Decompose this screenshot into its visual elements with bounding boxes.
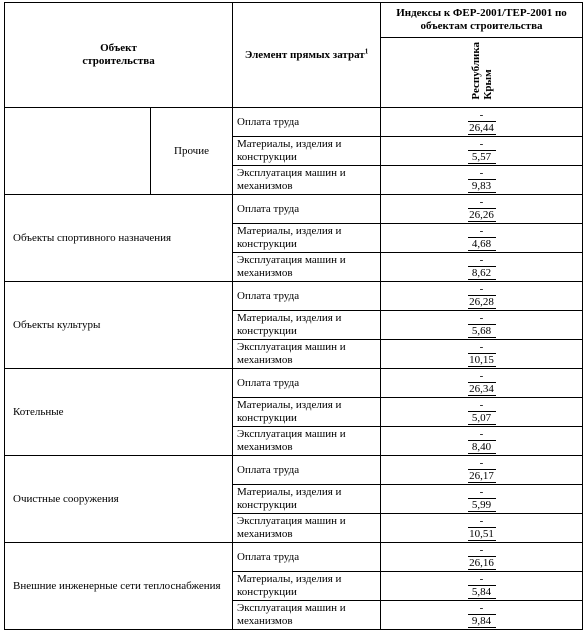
element-cell: Материалы, изделия и конструкции bbox=[233, 311, 381, 340]
index-numerator: - bbox=[468, 400, 496, 412]
index-value: 26,17 bbox=[469, 469, 494, 482]
index-value-cell bbox=[381, 253, 583, 282]
index-numerator: - bbox=[468, 371, 496, 383]
index-numerator: - bbox=[468, 284, 496, 296]
index-value-cell bbox=[381, 137, 583, 166]
index-value-cell bbox=[381, 108, 583, 137]
index-value: 5,68 bbox=[468, 325, 496, 338]
element-cell: Материалы, изделия и конструкции bbox=[233, 137, 381, 166]
element-cell: Оплата труда bbox=[233, 369, 381, 398]
element-column-header bbox=[233, 3, 381, 108]
index-value: 4,68 bbox=[468, 238, 496, 251]
index-value-cell bbox=[381, 224, 583, 253]
index-value-cell bbox=[381, 485, 583, 514]
object-subname-cell: Прочие bbox=[151, 108, 233, 195]
index-numerator: - bbox=[468, 545, 496, 557]
table-row bbox=[5, 108, 583, 137]
element-cell: Оплата труда bbox=[233, 108, 381, 137]
index-value-cell bbox=[381, 340, 583, 369]
index-value-cell bbox=[381, 369, 583, 398]
object-name-cell: Объекты спортивного назначения bbox=[5, 195, 233, 282]
index-numerator: - bbox=[468, 255, 496, 267]
index-numerator: - bbox=[468, 603, 496, 615]
index-numerator: - bbox=[468, 139, 496, 151]
element-cell: Материалы, изделия и конструкции bbox=[233, 572, 381, 601]
element-cell: Материалы, изделия и конструкции bbox=[233, 485, 381, 514]
element-cell: Эксплуатация машин и механизмов bbox=[233, 166, 381, 195]
element-cell: Эксплуатация машин и механизмов bbox=[233, 340, 381, 369]
index-value: 10,15 bbox=[469, 353, 494, 366]
index-value: 9,84 bbox=[468, 615, 496, 628]
region-header-text: Республика Крым bbox=[469, 41, 494, 100]
index-value-cell bbox=[381, 514, 583, 543]
index-group-header bbox=[381, 3, 583, 38]
index-numerator: - bbox=[468, 168, 496, 180]
index-numerator: - bbox=[468, 516, 496, 528]
index-value-cell bbox=[381, 195, 583, 224]
element-cell: Оплата труда bbox=[233, 456, 381, 485]
table-row bbox=[5, 282, 583, 311]
index-value-cell bbox=[381, 572, 583, 601]
index-numerator: - bbox=[468, 574, 496, 586]
element-cell: Эксплуатация машин и механизмов bbox=[233, 253, 381, 282]
index-value-cell bbox=[381, 601, 583, 630]
element-cell: Материалы, изделия и конструкции bbox=[233, 224, 381, 253]
element-cell: Материалы, изделия и конструкции bbox=[233, 398, 381, 427]
index-numerator: - bbox=[468, 226, 496, 238]
index-value-cell bbox=[381, 543, 583, 572]
index-numerator: - bbox=[468, 313, 496, 325]
index-numerator: - bbox=[468, 487, 496, 499]
indices-table bbox=[4, 2, 583, 630]
index-value: 26,44 bbox=[469, 121, 494, 134]
index-value: 10,51 bbox=[469, 527, 494, 540]
index-value: 9,83 bbox=[468, 180, 496, 193]
object-name-cell: Внешние инженерные сети теплоснабжения bbox=[5, 543, 233, 630]
index-numerator: - bbox=[468, 110, 496, 122]
table-row bbox=[5, 369, 583, 398]
table-row bbox=[5, 543, 583, 572]
index-group-header-text: Индексы к ФЕР-2001/ТЕР-2001 по объектам строительства bbox=[396, 7, 567, 32]
object-column-header-text: Объект строительства bbox=[82, 42, 155, 67]
index-numerator: - bbox=[468, 342, 496, 354]
index-value: 26,28 bbox=[469, 295, 494, 308]
index-value: 5,99 bbox=[468, 499, 496, 512]
element-cell: Оплата труда bbox=[233, 543, 381, 572]
element-cell: Эксплуатация машин и механизмов bbox=[233, 427, 381, 456]
index-value-cell bbox=[381, 456, 583, 485]
object-name-cell: Объекты культуры bbox=[5, 282, 233, 369]
element-cell: Оплата труда bbox=[233, 195, 381, 224]
element-cell: Эксплуатация машин и механизмов bbox=[233, 514, 381, 543]
index-value: 5,84 bbox=[468, 586, 496, 599]
index-value: 8,40 bbox=[468, 441, 496, 454]
index-value-cell bbox=[381, 282, 583, 311]
table-row bbox=[5, 195, 583, 224]
index-value: 5,07 bbox=[468, 412, 496, 425]
index-value-cell bbox=[381, 398, 583, 427]
element-column-header-text: Элемент прямых затрат bbox=[244, 48, 365, 61]
index-value: 5,57 bbox=[468, 151, 496, 164]
index-value: 26,26 bbox=[469, 208, 494, 221]
index-value-cell bbox=[381, 427, 583, 456]
index-value-cell bbox=[381, 311, 583, 340]
element-cell: Оплата труда bbox=[233, 282, 381, 311]
index-numerator: - bbox=[468, 429, 496, 441]
element-footnote-mark: 1 bbox=[364, 46, 369, 55]
table-row bbox=[5, 456, 583, 485]
index-value-cell bbox=[381, 166, 583, 195]
index-numerator: - bbox=[468, 197, 496, 209]
region-header bbox=[381, 38, 583, 108]
element-cell: Эксплуатация машин и механизмов bbox=[233, 601, 381, 630]
index-value: 26,34 bbox=[469, 382, 494, 395]
header-row bbox=[5, 3, 583, 38]
index-numerator: - bbox=[468, 458, 496, 470]
object-name-cell bbox=[5, 108, 151, 195]
index-value: 26,16 bbox=[469, 556, 494, 569]
index-value: 8,62 bbox=[468, 267, 496, 280]
object-column-header bbox=[5, 3, 233, 108]
object-name-cell: Котельные bbox=[5, 369, 233, 456]
object-name-cell: Очистные сооружения bbox=[5, 456, 233, 543]
